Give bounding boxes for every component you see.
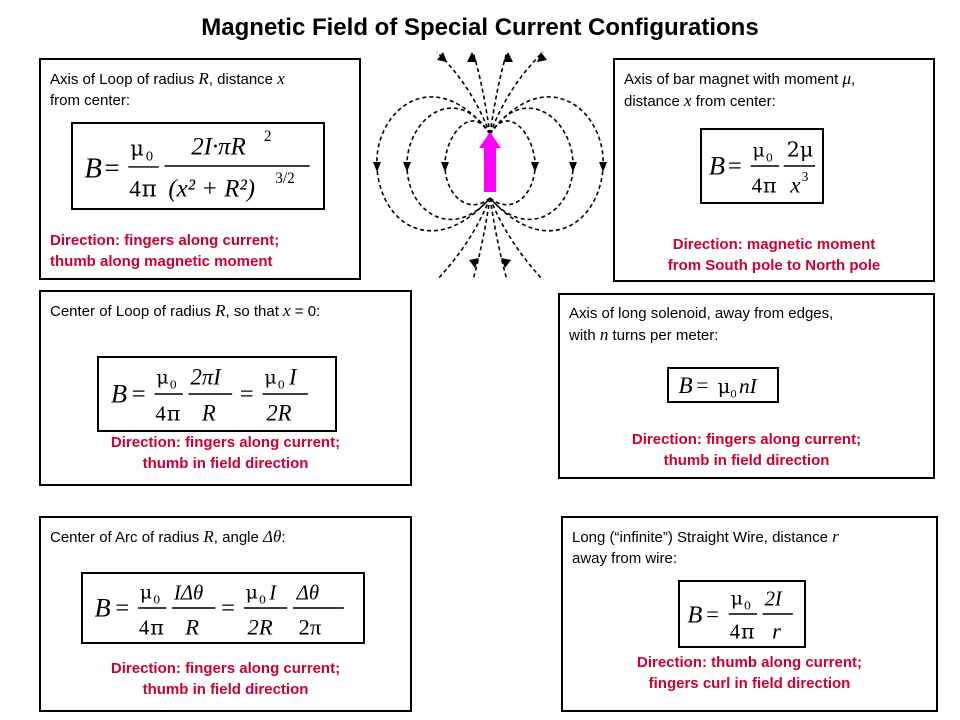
- subscript-0: 0: [743, 599, 752, 613]
- arrowhead: [531, 162, 539, 172]
- panel-loop-axis: [39, 58, 361, 280]
- mu-symbol: μ: [730, 588, 743, 610]
- mu-symbol: μ: [752, 139, 765, 162]
- mu-symbol: μ: [130, 136, 144, 161]
- arrowhead: [503, 52, 513, 62]
- desc-text: distance: [624, 93, 685, 110]
- desc-text: ,: [850, 71, 856, 88]
- arc-center-direction: [41, 658, 410, 700]
- field-line-bottom-inner-left: [473, 198, 490, 280]
- magnet-arrow: [479, 132, 501, 192]
- f3-numerator-1: 2πI: [190, 364, 221, 390]
- f1-denominator: (x² + R²): [168, 175, 256, 203]
- pi-symbol: π: [141, 176, 157, 203]
- digit-4: 4: [138, 616, 150, 640]
- desc-text: , angle: [213, 529, 264, 546]
- var-R: R: [203, 527, 214, 546]
- equals-sign: =: [696, 373, 709, 398]
- formula-loop-center: [97, 356, 337, 432]
- desc-text: turns per meter:: [608, 327, 719, 344]
- direction-line-1: Direction: fingers along current;: [50, 232, 280, 249]
- direction-line-2: thumb in field direction: [142, 681, 309, 698]
- desc-text: Center of Loop of radius: [50, 303, 216, 320]
- f5-denominator-2: 2R: [247, 614, 273, 640]
- digit-4: 4: [155, 401, 166, 426]
- formula-magnet-axis: [700, 128, 824, 204]
- f3-denominator-1: R: [201, 400, 216, 426]
- subscript-0: 0: [169, 377, 177, 392]
- direction-line-2: thumb in field direction: [142, 455, 309, 472]
- desc-text: Axis of long solenoid, away from edges,: [569, 305, 834, 322]
- field-line-top-inner-right: [490, 52, 507, 134]
- digit-4: 4: [129, 176, 141, 202]
- var-R: R: [215, 301, 226, 320]
- subscript-0: 0: [730, 387, 737, 401]
- f4-rhs: nI: [739, 374, 757, 398]
- desc-text: , distance: [208, 71, 278, 88]
- equals-sign: =: [727, 152, 742, 180]
- direction-line-2: fingers curl in field direction: [648, 675, 851, 692]
- equals-sign-2: =: [239, 380, 254, 408]
- wire-description: [572, 526, 839, 569]
- field-line-bottom-inner-right: [490, 198, 507, 280]
- mu-symbol: μ: [156, 366, 169, 389]
- symbol-B: B: [687, 601, 703, 629]
- field-line-inner-left: [445, 121, 490, 205]
- panel-straight-wire: [561, 516, 938, 712]
- wire-direction: [563, 652, 936, 694]
- direction-line-2: thumb along magnetic moment: [50, 253, 273, 270]
- subscript-0: 0: [765, 150, 774, 165]
- mu-symbol-2: μ: [245, 581, 258, 604]
- equals-sign: =: [131, 380, 146, 408]
- f5-denominator-3: 2π: [298, 614, 322, 640]
- var-x: x: [277, 69, 285, 88]
- loop-center-description: [50, 300, 320, 322]
- field-line-outer-right: [490, 97, 603, 231]
- symbol-B: B: [678, 372, 693, 398]
- f6-denominator: r: [772, 618, 781, 644]
- subscript-0-2: 0: [258, 592, 267, 607]
- field-line-outer-left: [377, 97, 490, 231]
- var-mu: μ: [842, 69, 851, 88]
- arrowhead: [437, 52, 447, 62]
- arc-center-description: [50, 526, 286, 548]
- mu-symbol-2: μ: [264, 366, 277, 389]
- pi-symbol: π: [741, 619, 755, 644]
- field-line-top-right: [490, 52, 543, 134]
- subscript-0-2: 0: [277, 377, 285, 392]
- direction-line-2: from South pole to North pole: [667, 257, 881, 274]
- subscript-0: 0: [145, 148, 154, 164]
- formula-arc-center: [81, 572, 365, 644]
- pi-symbol: π: [762, 173, 777, 198]
- arrowhead: [569, 162, 577, 172]
- mu-symbol: μ: [717, 375, 731, 398]
- pi-symbol: π: [150, 615, 164, 640]
- desc-text: with: [569, 327, 600, 344]
- var-x: x: [684, 91, 692, 110]
- f5-numerator-1: IΔθ: [173, 581, 204, 605]
- loop-axis-description: [50, 68, 285, 111]
- formula-loop-axis: [71, 122, 325, 210]
- panel-arc-center: [39, 516, 412, 712]
- equals-sign-2: =: [221, 594, 235, 622]
- f3-numerator-2: I: [289, 364, 297, 390]
- symbol-B: B: [708, 150, 726, 181]
- var-R: R: [198, 69, 209, 88]
- direction-line-2: thumb in field direction: [663, 452, 830, 469]
- f5-numerator-2: I: [269, 581, 277, 605]
- subscript-0: 0: [153, 592, 161, 607]
- solenoid-description: [569, 303, 833, 346]
- desc-text: away from wire:: [572, 550, 678, 567]
- desc-text: from center:: [50, 92, 131, 109]
- panel-loop-center: [39, 290, 412, 486]
- formula-straight-wire: [678, 580, 806, 648]
- desc-text: Axis of bar magnet with moment: [624, 71, 843, 88]
- desc-text: , so that: [225, 303, 284, 320]
- arrowhead: [441, 162, 449, 172]
- solenoid-direction: [560, 429, 933, 471]
- arrowhead: [599, 162, 607, 172]
- field-line-mid-left: [407, 108, 490, 219]
- field-line-top-inner-left: [473, 52, 490, 134]
- f1-denominator-exponent: 3/2: [275, 170, 295, 188]
- magnet-arrow-shaft: [484, 146, 496, 192]
- var-n: n: [599, 325, 609, 344]
- desc-text: :: [281, 529, 286, 546]
- field-line-inner-right: [490, 121, 535, 205]
- panel-magnet-axis: [613, 58, 935, 282]
- var-x: x: [283, 301, 291, 320]
- field-line-mid-right: [490, 108, 573, 219]
- equals-sign: =: [115, 594, 130, 622]
- desc-text: Center of Arc of radius: [50, 529, 204, 546]
- direction-line-1: Direction: fingers along current;: [110, 434, 341, 451]
- pi-symbol: π: [166, 401, 181, 426]
- f5-denominator-1: R: [185, 614, 200, 640]
- f2-denominator-exponent: 3: [801, 169, 809, 185]
- symbol-B: B: [94, 592, 111, 623]
- f1-numerator: 2I·πR: [191, 133, 246, 161]
- formula-solenoid: [667, 367, 779, 403]
- loop-axis-direction: [50, 230, 279, 272]
- magnet-axis-description: [624, 68, 855, 112]
- dipole-field-diagram: [365, 50, 610, 282]
- digit-4: 4: [729, 621, 741, 644]
- digit-4: 4: [751, 173, 763, 198]
- direction-line-1: Direction: fingers along current;: [631, 431, 862, 448]
- direction-line-1: Direction: thumb along current;: [637, 654, 862, 671]
- f5-numerator-3: Δθ: [296, 581, 320, 605]
- f3-denominator-2: 2R: [266, 400, 292, 426]
- direction-line-1: Direction: magnetic moment: [672, 236, 876, 253]
- f1-exponent: 2: [263, 128, 272, 146]
- symbol-B: B: [84, 152, 102, 185]
- equals-sign: =: [104, 152, 120, 183]
- f2-denominator-x: x: [790, 172, 801, 198]
- magnet-axis-direction: [615, 234, 933, 276]
- symbol-B: B: [110, 378, 128, 409]
- mu-symbol: μ: [139, 581, 153, 604]
- arrowhead: [403, 162, 411, 172]
- desc-text: Long (“infinite”) Straight Wire, distance: [572, 529, 833, 546]
- direction-line-1: Direction: fingers along current;: [110, 660, 341, 677]
- panel-solenoid: [558, 293, 935, 479]
- desc-text: = 0:: [290, 303, 321, 320]
- desc-text: Axis of Loop of radius: [50, 71, 199, 88]
- field-line-bottom-right: [490, 198, 543, 280]
- desc-text: from center:: [691, 93, 776, 110]
- field-line-top-left: [437, 52, 490, 134]
- var-delta-theta: Δθ: [263, 527, 282, 546]
- page-title: Magnetic Field of Special Current Configurations: [201, 14, 759, 41]
- arrowhead: [373, 162, 381, 172]
- field-line-bottom-left: [437, 198, 490, 280]
- magnet-arrow-head: [479, 132, 501, 148]
- f6-numerator: 2I: [764, 588, 782, 611]
- var-r: r: [832, 527, 839, 546]
- equals-sign: =: [706, 601, 719, 627]
- f2-numerator: 2μ: [786, 137, 814, 162]
- loop-center-direction: [41, 432, 410, 474]
- arrowhead: [467, 52, 477, 62]
